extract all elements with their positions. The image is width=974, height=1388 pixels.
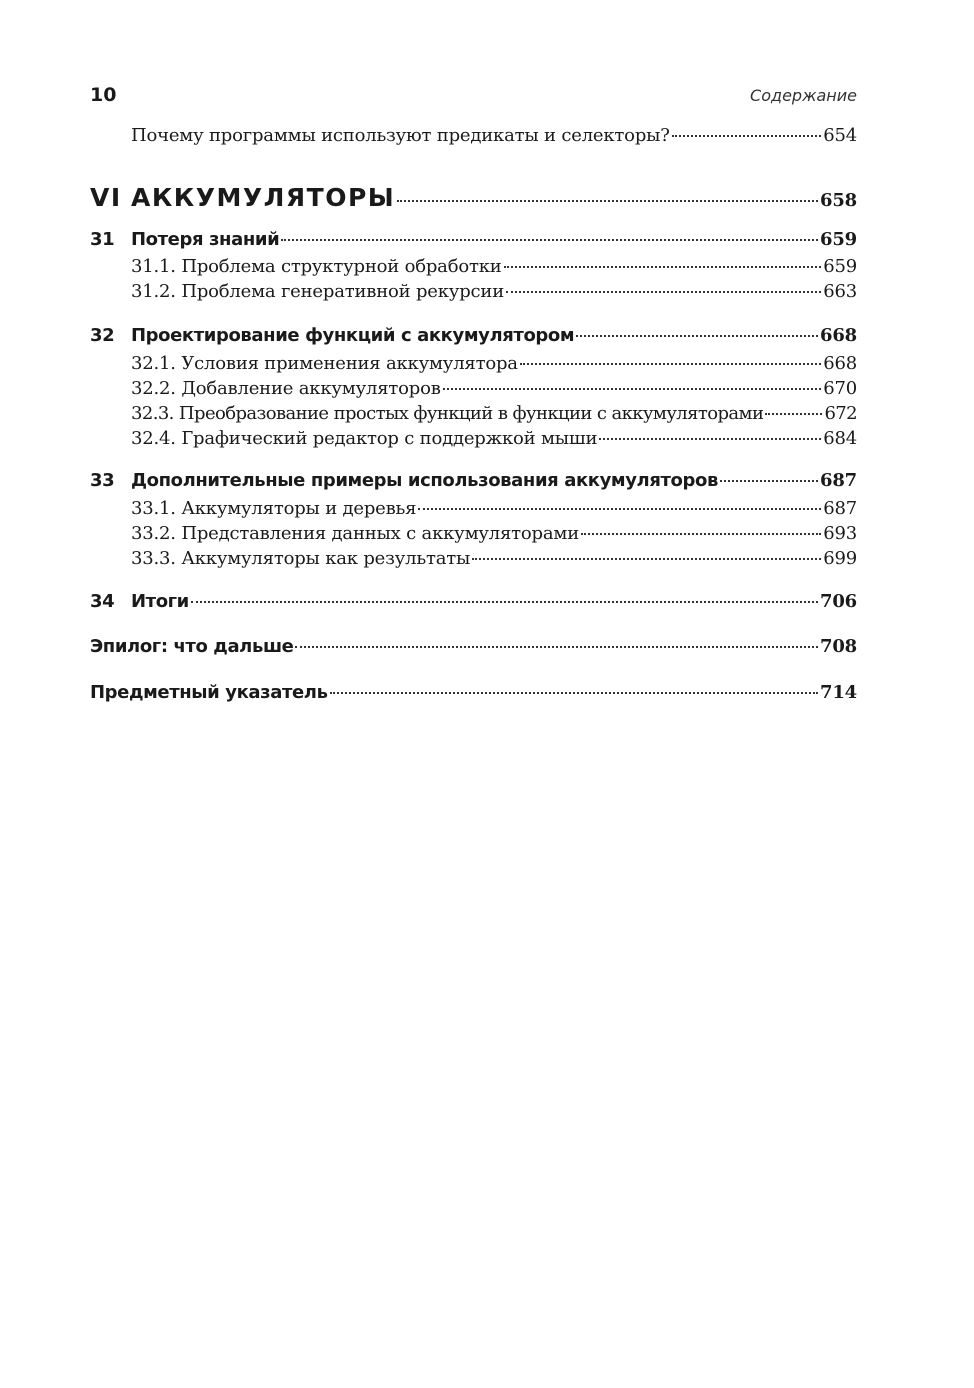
section-page: 699 <box>823 548 857 569</box>
epilogue-title: Эпилог: что дальше <box>90 636 294 657</box>
toc-index[interactable] <box>90 682 857 703</box>
dot-leader <box>397 200 818 202</box>
dot-leader <box>581 533 821 535</box>
section-page: 687 <box>823 498 857 519</box>
chapter-page: 668 <box>820 325 857 346</box>
dot-leader <box>506 291 821 293</box>
toc-section[interactable] <box>131 548 857 569</box>
part-page: 658 <box>820 190 857 211</box>
section-page: 670 <box>823 378 857 399</box>
chapter-page: 687 <box>820 470 857 491</box>
toc-entry-page: 654 <box>823 125 857 146</box>
toc-chapter[interactable] <box>90 325 857 346</box>
toc-section[interactable] <box>131 378 857 399</box>
toc-entry-title: Почему программы используют предикаты и селекторы? <box>131 125 670 146</box>
section-title: 33.3. Аккумуляторы как результаты <box>131 548 471 569</box>
chapter-number: 33 <box>90 470 115 491</box>
toc-section[interactable] <box>131 498 857 519</box>
toc-chapter[interactable] <box>90 591 857 612</box>
section-page: 663 <box>823 281 857 302</box>
section-title: 33.1. Аккумуляторы и деревья <box>131 498 417 519</box>
section-page: 693 <box>823 523 857 544</box>
section-page: 659 <box>823 256 857 277</box>
chapter-number: 31 <box>90 229 115 250</box>
section-page: 672 <box>824 403 857 424</box>
chapter-title: Итоги <box>131 591 189 612</box>
chapter-title: Проектирование функций с аккумулятором <box>131 325 575 346</box>
toc-chapter[interactable] <box>90 229 857 250</box>
chapter-page: 659 <box>820 229 857 250</box>
part-title: АККУМУЛЯТОРЫ <box>131 183 396 212</box>
dot-leader <box>295 646 818 648</box>
part-number: VI <box>90 183 122 212</box>
dot-leader <box>418 508 821 510</box>
dot-leader <box>576 335 818 337</box>
section-title: 32.4. Графический редактор с поддержкой мыши <box>131 428 598 449</box>
section-title: 31.1. Проблема структурной обработки <box>131 256 502 277</box>
dot-leader <box>765 413 822 415</box>
dot-leader <box>281 239 818 241</box>
chapter-title: Потеря знаний <box>131 229 280 250</box>
toc-epilogue[interactable] <box>90 636 857 657</box>
running-title: Содержание <box>750 86 857 105</box>
toc-entry[interactable] <box>131 125 857 146</box>
dot-leader <box>504 266 822 268</box>
page-number: 10 <box>90 84 117 106</box>
section-title: 32.1. Условия применения аккумулятора <box>131 353 518 374</box>
dot-leader <box>672 135 822 137</box>
toc-section[interactable] <box>131 403 857 424</box>
section-page: 684 <box>823 428 857 449</box>
section-title: 33.2. Представления данных с аккумуляторами <box>131 523 580 544</box>
dot-leader <box>191 601 818 603</box>
chapter-number: 32 <box>90 325 115 346</box>
toc-chapter[interactable] <box>90 470 857 491</box>
toc-section[interactable] <box>131 523 857 544</box>
chapter-title: Дополнительные примеры использования аккумуляторов <box>131 470 718 491</box>
index-title: Предметный указатель <box>90 682 328 703</box>
dot-leader <box>443 388 822 390</box>
section-title: 31.2. Проблема генеративной рекурсии <box>131 281 504 302</box>
dot-leader <box>520 363 821 365</box>
toc-section[interactable] <box>131 256 857 277</box>
dot-leader <box>472 558 821 560</box>
toc-section[interactable] <box>131 428 857 449</box>
section-page: 668 <box>823 353 857 374</box>
toc-section[interactable] <box>131 353 857 374</box>
dot-leader <box>599 438 821 440</box>
index-page: 714 <box>820 682 857 703</box>
toc-part[interactable] <box>90 183 857 212</box>
dot-leader <box>330 692 818 694</box>
chapter-number: 34 <box>90 591 115 612</box>
section-title: 32.2. Добавление аккумуляторов <box>131 378 441 399</box>
chapter-page: 706 <box>820 591 857 612</box>
toc-section[interactable] <box>131 281 857 302</box>
running-head <box>90 84 857 112</box>
section-title: 32.3. Преобразование простых функций в функции с аккумуляторами <box>131 403 764 424</box>
dot-leader <box>720 480 818 482</box>
epilogue-page: 708 <box>820 636 857 657</box>
